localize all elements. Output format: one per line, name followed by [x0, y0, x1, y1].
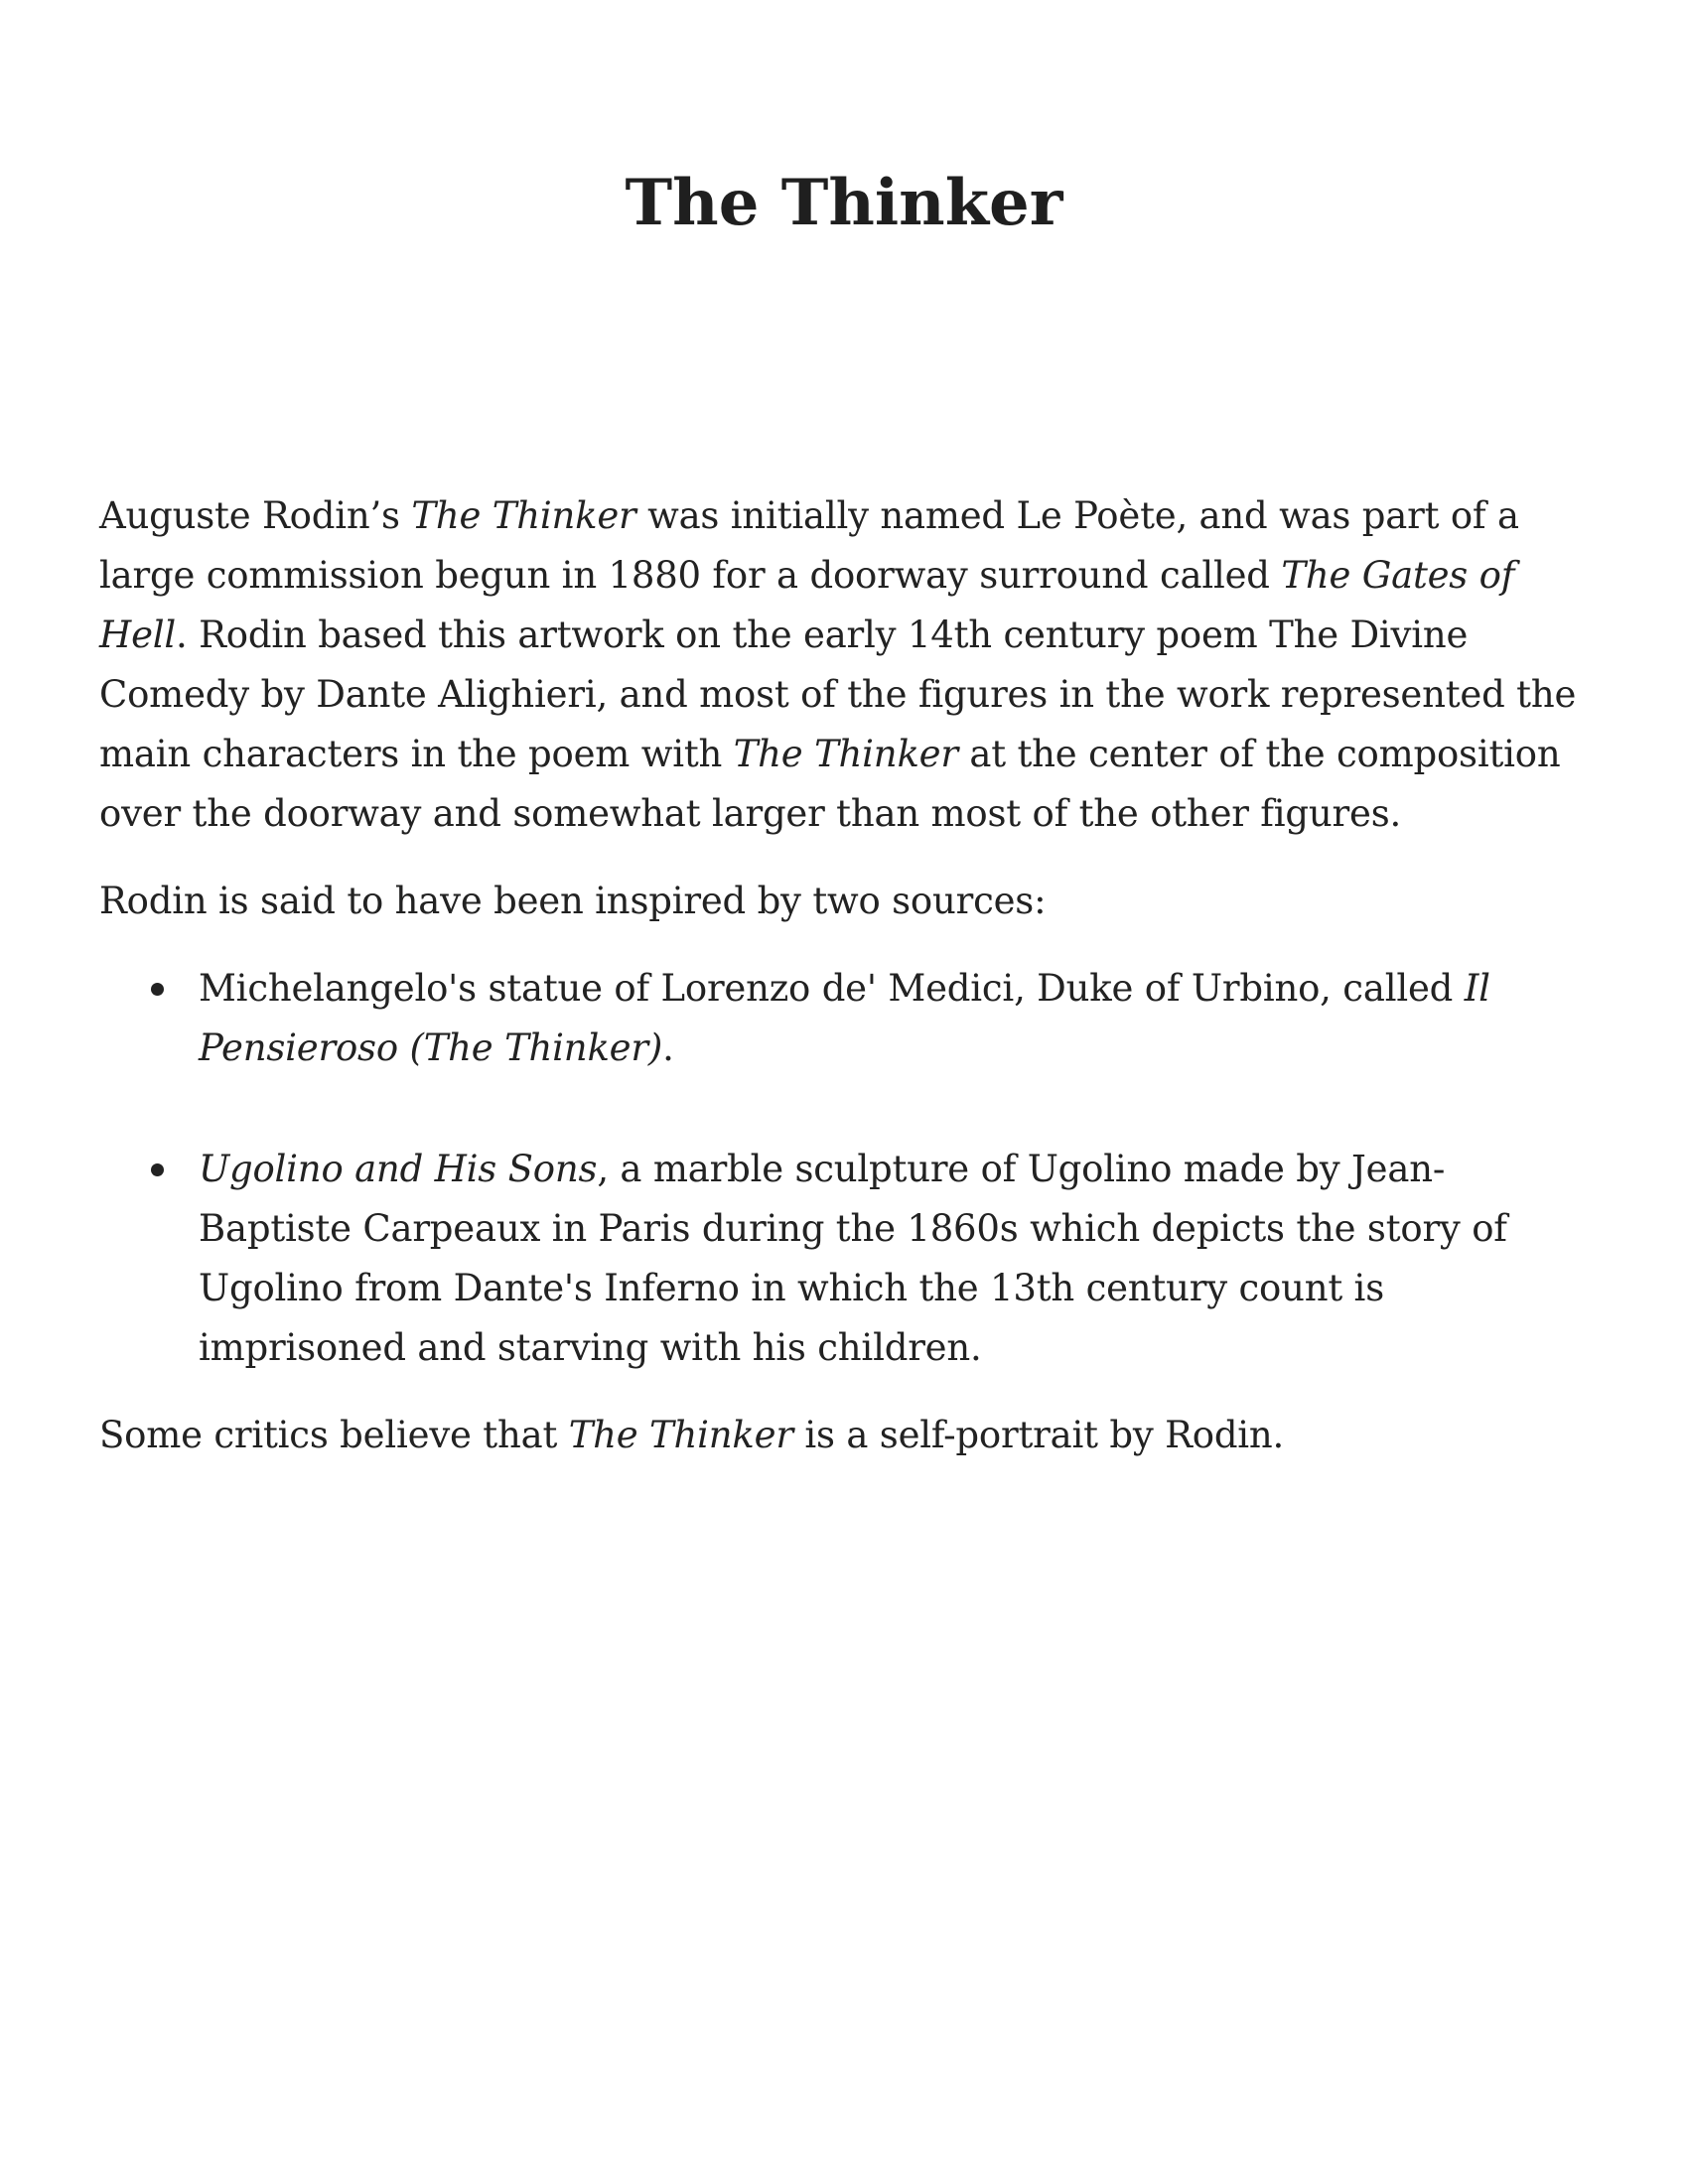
closing-paragraph	[99, 1406, 1589, 1465]
sources-list	[99, 959, 1589, 1378]
closing-italic-1: The Thinker	[568, 1414, 793, 1456]
list-item	[99, 1140, 1589, 1378]
intro-text-4: at the center of the composition over the doorway and somewhat larger than most of the other figures.	[99, 733, 1561, 835]
closing-text-1: Some critics believe that	[99, 1414, 569, 1456]
article-body	[99, 486, 1589, 1493]
source-text-1: , a marble sculpture of Ugolino made by Jean-Baptiste Carpeaux in Paris during the 1860s which depicts the story of Ugolino from Dante's Inferno in which the 13th century count is imprisoned and starving with his children.	[199, 1148, 1507, 1369]
closing-text-2: is a self-portrait by Rodin.	[792, 1414, 1285, 1456]
intro-text-1: Auguste Rodin’s	[99, 494, 412, 537]
list-item	[99, 959, 1589, 1078]
sources-intro-paragraph: Rodin is said to have been inspired by two sources:	[99, 880, 1047, 922]
intro-paragraph	[99, 486, 1589, 844]
intro-text-3: . Rodin based this artwork on the early 14th century poem The Divine Comedy by Dante Alighieri, and most of the figures in the work represented the main characters in the poem with	[99, 614, 1577, 775]
page-title: The Thinker	[625, 166, 1063, 240]
intro-italic-2: The Gates of Hell	[99, 554, 1515, 656]
intro-italic-1: The Thinker	[411, 494, 636, 537]
intro-italic-3: The Thinker	[733, 733, 958, 775]
source-italic-1: Ugolino and His Sons	[199, 1148, 598, 1190]
source-italic-1: Il Pensieroso (The Thinker)	[199, 967, 1490, 1069]
bullet-icon	[151, 1163, 164, 1176]
bullet-icon	[151, 983, 164, 996]
source-text-1: Michelangelo's statue of Lorenzo de' Medici, Duke of Urbino, called	[199, 967, 1465, 1010]
source-text-2: .	[662, 1026, 674, 1069]
intro-text-2: was initially named Le Poète, and was part of a large commission begun in 1880 for a doorway surround called	[99, 494, 1519, 597]
